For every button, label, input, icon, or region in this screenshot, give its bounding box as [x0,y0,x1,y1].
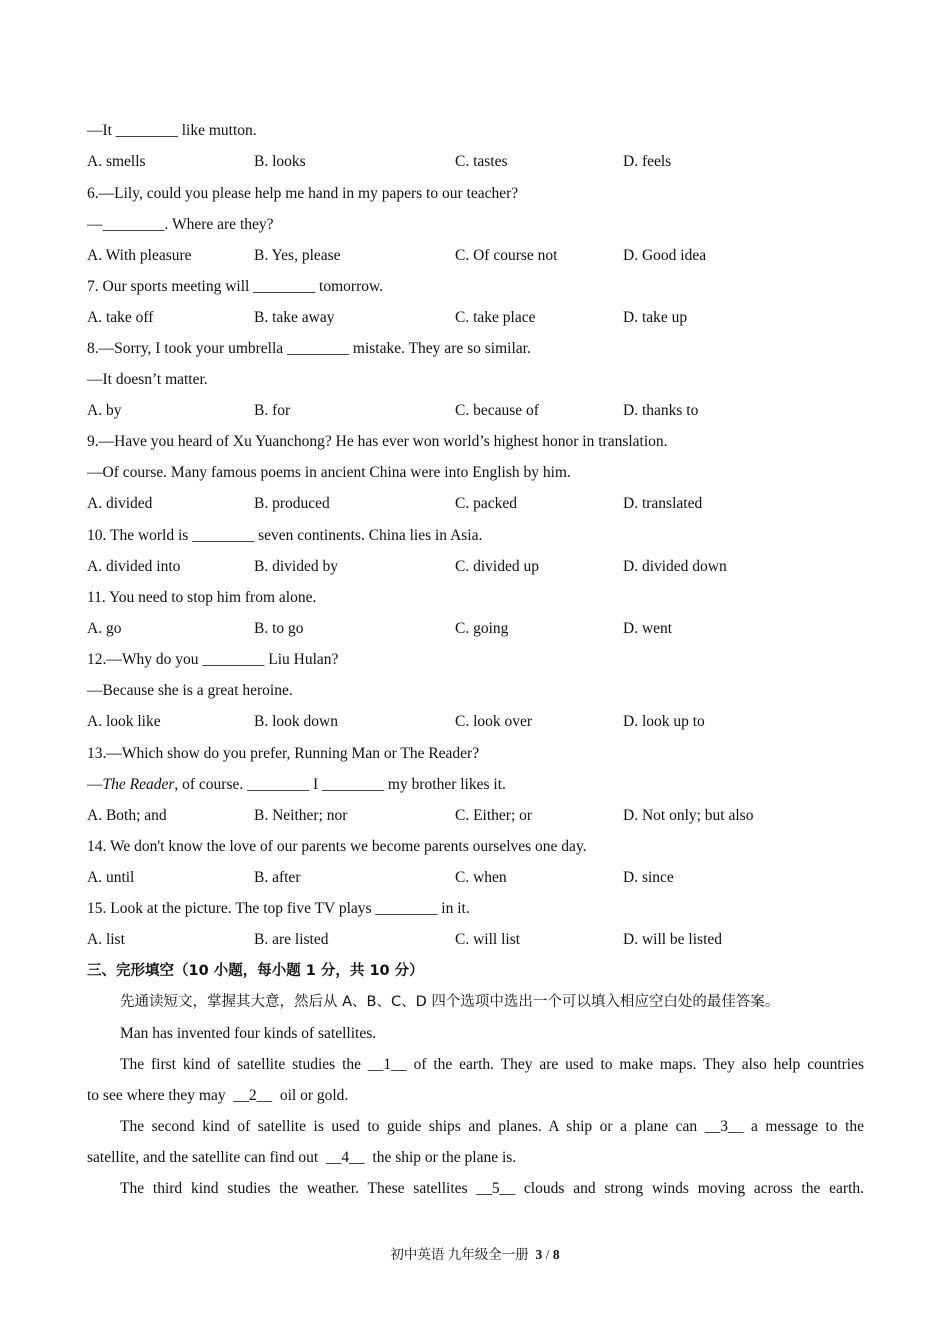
q7-option-c: C. take place [455,309,536,326]
q6-stem: 6.—Lily, could you please help me hand in my papers to our teacher? [87,185,519,202]
q14-option-a: A. until [87,869,135,886]
q7-option-a: A. take off [87,309,154,326]
q12-option-a: A. look like [87,713,161,730]
passage-text: of the earth. They are used to make maps. They also help countries [413,1056,865,1073]
q10-option-d: D. divided down [623,558,727,575]
q15-option-c: C. will list [455,931,521,948]
q6-answer-line: —________. Where are they? [87,216,274,233]
q14-stem: 14. We don't know the love of our parents we become parents ourselves one day. [87,838,587,855]
q11-option-a: A. go [87,620,122,637]
q6-option-d: D. Good idea [623,247,707,264]
q8-option-d: D. thanks to [623,402,699,419]
q6-option-a: A. With pleasure [87,247,192,264]
q8-option-c: C. because of [455,402,539,419]
passage-p2-line1 [120,1055,864,1075]
q13-title-italic: The Reader [102,776,175,793]
q13-option-a: A. Both; and [87,807,167,824]
q9-answer-line: —Of course. Many famous poems in ancient China were into English by him. [87,464,571,481]
q8-answer-line: —It doesn’t matter. [87,371,208,388]
q12-answer-line: —Because she is a great heroine. [87,682,293,699]
footer-label: 初中英语 九年级全一册 [390,1247,529,1262]
q5-option-a: A. smells [87,153,146,170]
q5-option-d: D. feels [623,153,672,170]
passage-text: a message to the [751,1118,865,1135]
blank-4: __4__ [325,1149,365,1166]
q13-answer-line [87,775,506,795]
q10-stem: 10. The world is ________ seven continents. China lies in Asia. [87,527,483,544]
blank-1: __1__ [367,1056,407,1073]
footer-page-total: 8 [552,1247,560,1262]
blank-3: __3__ [704,1118,744,1135]
q15-option-d: D. will be listed [623,931,723,948]
q8-option-b: B. for [254,402,291,419]
q10-option-b: B. divided by [254,558,338,575]
blank-2: __2__ [233,1087,273,1104]
q14-option-c: C. when [455,869,507,886]
q7-option-d: D. take up [623,309,688,326]
q8-option-a: A. by [87,402,122,419]
q11-option-b: B. to go [254,620,304,637]
passage-text: the ship or the plane is. [372,1149,517,1166]
q9-option-d: D. translated [623,495,703,512]
q7-stem: 7. Our sports meeting will ________ tomorrow. [87,278,384,295]
q9-stem: 9.—Have you heard of Xu Yuanchong? He has ever won world’s highest honor in translation. [87,433,668,450]
passage-text: to see where they may [87,1087,226,1104]
q12-option-d: D. look up to [623,713,705,730]
q9-option-c: C. packed [455,495,517,512]
q7-option-b: B. take away [254,309,335,326]
passage-text: clouds and strong winds moving across the earth. [523,1180,865,1197]
q13-answer-rest: , of course. ________ I ________ my brother likes it. [174,776,506,793]
section3-instruction: 先通读短文，掌握其大意，然后从 A、B、C、D 四个选项中选出一个可以填入相应空白处的最佳答案。 [120,994,780,1010]
q11-option-d: D. went [623,620,673,637]
q14-option-b: B. after [254,869,301,886]
section3-heading: 三、完形填空（10 小题，每小题 1 分，共 10 分） [87,963,424,979]
q14-option-d: D. since [623,869,674,886]
q10-option-c: C. divided up [455,558,539,575]
blank-5: __5__ [476,1180,516,1197]
passage-text: The first kind of satellite studies the [120,1056,362,1073]
passage-p3-line2 [87,1148,516,1168]
q6-option-c: C. Of course not [455,247,558,264]
passage-text: oil or gold. [279,1087,349,1104]
q5-option-c: C. tastes [455,153,508,170]
q9-option-a: A. divided [87,495,153,512]
q9-option-b: B. produced [254,495,330,512]
q12-stem: 12.—Why do you ________ Liu Hulan? [87,651,339,668]
q12-option-c: C. look over [455,713,533,730]
q15-stem: 15. Look at the picture. The top five TV plays ________ in it. [87,900,470,917]
passage-p4-line1 [120,1179,864,1199]
passage-p2-line2 [87,1086,348,1106]
q12-option-b: B. look down [254,713,338,730]
passage-p1: Man has invented four kinds of satellites. [120,1025,377,1042]
q15-option-a: A. list [87,931,125,948]
q5-answer-line: —It ________ like mutton. [87,122,257,139]
q5-option-b: B. looks [254,153,306,170]
q13-option-b: B. Neither; nor [254,807,348,824]
page-footer [0,1245,950,1265]
q13-stem: 13.—Which show do you prefer, Running Man or The Reader? [87,745,480,762]
passage-text: satellite, and the satellite can find out [87,1149,319,1166]
footer-separator: / [542,1247,553,1262]
footer-page-number: 3 [535,1247,543,1262]
passage-p3-line1 [120,1117,864,1137]
passage-text: The third kind studies the weather. These satellites [120,1180,468,1197]
q10-option-a: A. divided into [87,558,181,575]
q15-option-b: B. are listed [254,931,329,948]
q11-stem: 11. You need to stop him from alone. [87,589,317,606]
passage-text: The second kind of satellite is used to guide ships and planes. A ship or a plane can [120,1118,698,1135]
q11-option-c: C. going [455,620,509,637]
q13-dash: — [87,776,103,793]
q13-option-d: D. Not only; but also [623,807,754,824]
q13-option-c: C. Either; or [455,807,533,824]
q6-option-b: B. Yes, please [254,247,341,264]
q8-stem: 8.—Sorry, I took your umbrella ________ mistake. They are so similar. [87,340,531,357]
